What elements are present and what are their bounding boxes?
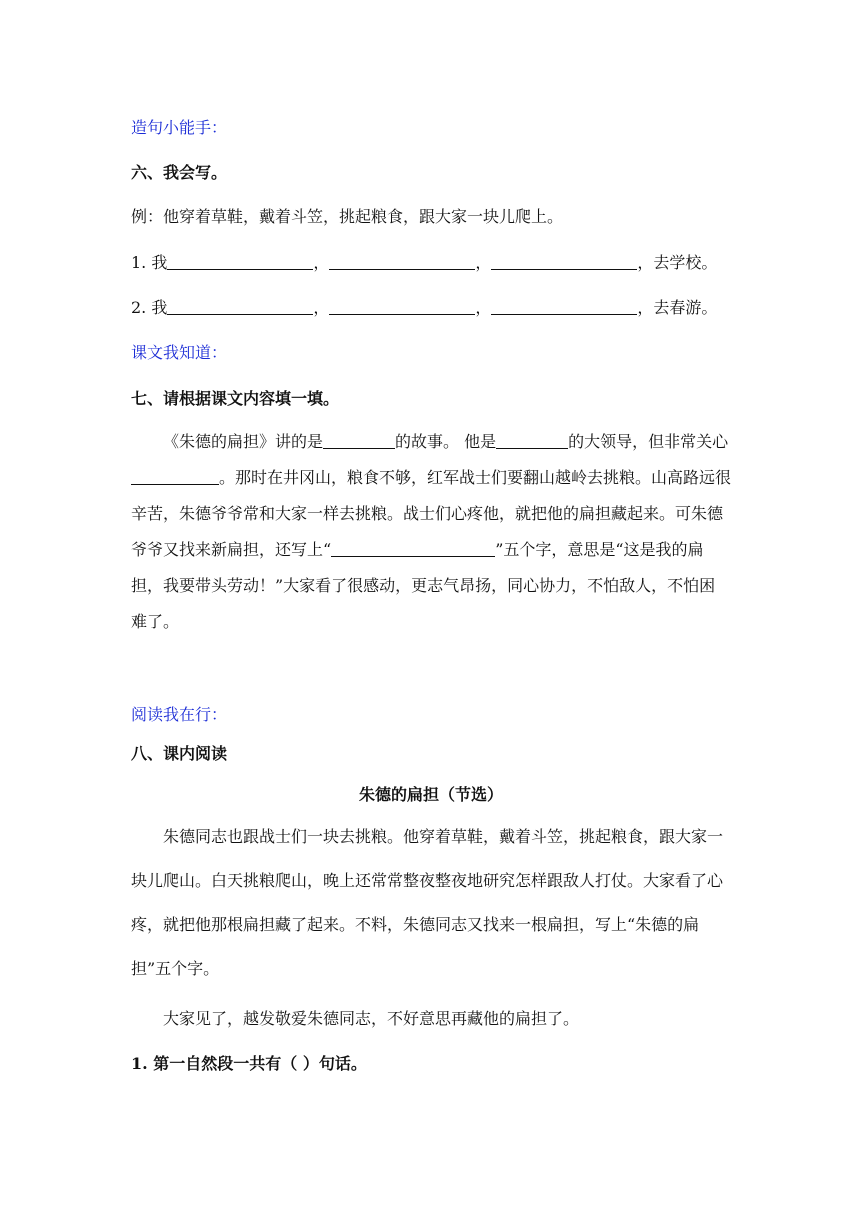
example-sentence: 例：他穿着草鞋，戴着斗笠，挑起粮食，跟大家一块儿爬上。 (131, 207, 564, 226)
item-start: 我 (151, 253, 168, 272)
answer-blank[interactable] (329, 298, 475, 315)
passage-paragraph-1: 朱德同志也跟战士们一块去挑粮。他穿着草鞋，戴着斗笠，挑起粮食，跟大家一块儿爬山。白天挑粮爬山，晚上还常常整夜整夜地研究怎样跟敌人打仗。大家看了心疼，就把他那根扁担藏了起来。不料，朱德同志又找来一根扁担，写上“朱德的扁担”五个字。 (131, 827, 724, 978)
comma: ， (313, 298, 330, 317)
section-title-six: 六、我会写。 (131, 163, 228, 182)
question-1: 1. 第一自然段一共有（ ）句话。 (131, 1054, 367, 1073)
answer-blank[interactable] (167, 298, 313, 315)
fill-paragraph (131, 424, 731, 640)
comma: ， (475, 298, 492, 317)
fill-text: 《朱德的扁担》讲的是 (163, 432, 324, 451)
answer-blank[interactable] (491, 253, 637, 270)
answer-blank[interactable] (131, 468, 219, 485)
answer-blank[interactable] (331, 540, 495, 557)
passage-title: 朱德的扁担（节选） (358, 785, 503, 804)
section-title-eight: 八、课内阅读 (131, 744, 228, 763)
answer-blank[interactable] (323, 432, 395, 449)
answer-blank[interactable] (329, 253, 475, 270)
write-item-2 (131, 298, 717, 318)
fill-text: 的故事。 他是 (395, 432, 497, 451)
item-end: ，去学校。 (637, 253, 718, 272)
item-end: ，去春游。 (637, 298, 718, 317)
comma: ， (475, 253, 492, 272)
fill-text: 。那时在井冈山，粮食不够，红军战士们要翻山越岭去挑粮。山高路远很辛苦，朱德爷爷常和大家一样去挑粮。战士们心疼他，就把他的扁担藏起来。可朱德爷爷又找来新扁担，还写上“ (131, 468, 732, 559)
answer-blank[interactable] (496, 432, 568, 449)
fill-text: ”五个字，意思是“这是我的扁担，我要带头劳动！”大家看了很感动，更志气昂扬，同心协力，不怕敌人，不怕困难了。 (131, 540, 716, 631)
item-number: 2. (131, 298, 147, 317)
answer-blank[interactable] (491, 298, 637, 315)
section-header-fill: 课文我知道： (131, 343, 228, 362)
item-start: 我 (151, 298, 168, 317)
fill-text: 的大领导，但 (568, 432, 665, 451)
comma: ， (313, 253, 330, 272)
write-item-1 (131, 253, 717, 273)
passage-paragraph-2: 大家见了，越发敬爱朱德同志，不好意思再藏他的扁担了。 (163, 1009, 580, 1028)
item-number: 1. (131, 253, 147, 272)
section-header-write: 造句小能手： (131, 118, 228, 137)
section-header-read: 阅读我在行： (131, 705, 228, 724)
section-title-seven: 七、请根据课文内容填一填。 (131, 389, 340, 408)
answer-blank[interactable] (167, 253, 313, 270)
fill-text: 非常关心 (664, 432, 729, 451)
